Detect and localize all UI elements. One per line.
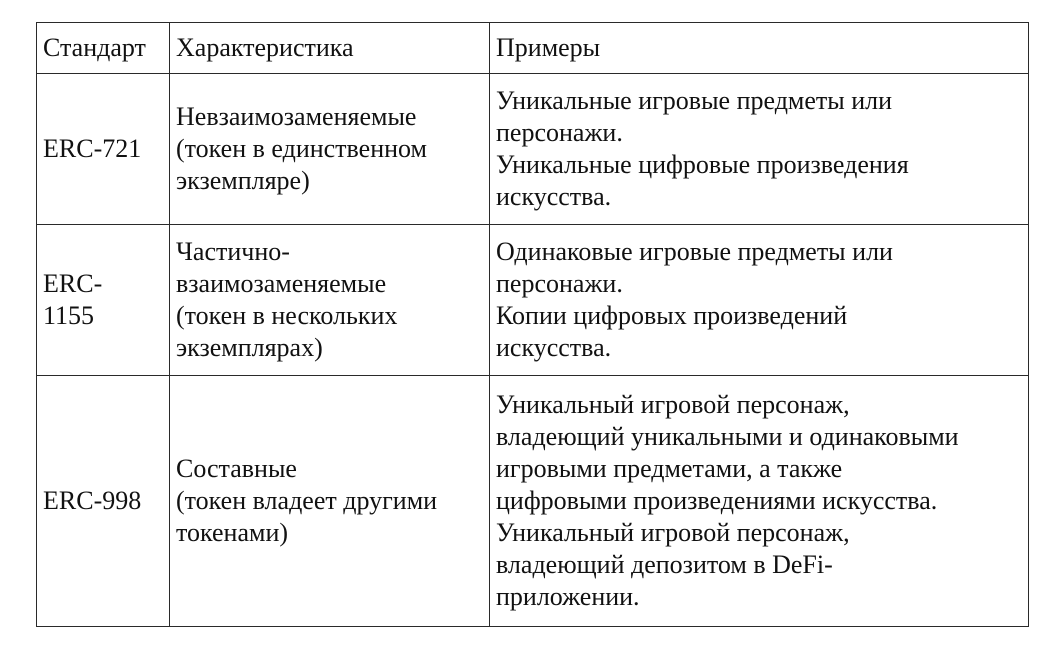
examples-text: Одинаковые игровые предметы или	[496, 237, 893, 266]
erc-standards-table	[36, 22, 1029, 627]
examples-cell	[490, 74, 1029, 225]
characteristic-text: экземпляре)	[176, 166, 310, 195]
table-row	[37, 225, 1029, 376]
characteristic-text: Частично-	[176, 237, 290, 266]
characteristic-text: токенами)	[176, 518, 289, 547]
standard-cell	[37, 225, 170, 376]
characteristic-text: (токен в нескольких	[176, 301, 398, 330]
header-row	[37, 23, 1029, 74]
characteristic-cell	[170, 376, 490, 627]
examples-text: персонажи.	[496, 118, 623, 147]
characteristic-text: (токен в единственном	[176, 134, 427, 163]
examples-text: Уникальные игровые предметы или	[496, 86, 893, 115]
examples-text: Уникальные цифровые произведения	[496, 150, 909, 179]
examples-text: владеющий депозитом в DeFi-	[496, 550, 833, 579]
standard-text: ERC-721	[43, 134, 142, 163]
examples-text: Уникальный игровой персонаж,	[496, 390, 850, 419]
header-standard: Стандарт	[37, 23, 170, 74]
examples-text: владеющий уникальными и одинаковыми	[496, 422, 959, 451]
characteristic-text: взаимозаменяемые	[176, 269, 387, 298]
examples-cell	[490, 376, 1029, 627]
table-row	[37, 74, 1029, 225]
standard-text: ERC-	[43, 269, 103, 298]
table-row	[37, 376, 1029, 627]
header-characteristic: Характеристика	[170, 23, 490, 74]
characteristic-text: (токен владеет другими	[176, 486, 438, 515]
examples-text: цифровыми произведениями искусства.	[496, 486, 938, 515]
examples-text: искусства.	[496, 333, 612, 362]
examples-text: Копии цифровых произведений	[496, 301, 848, 330]
header-examples: Примеры	[490, 23, 1029, 74]
examples-cell	[490, 225, 1029, 376]
characteristic-text: экземплярах)	[176, 333, 323, 362]
characteristic-text: Невзаимозаменяемые	[176, 102, 417, 131]
examples-text: Уникальный игровой персонаж,	[496, 518, 850, 547]
examples-text: персонажи.	[496, 269, 623, 298]
examples-text: игровыми предметами, а также	[496, 454, 843, 483]
examples-text: искусства.	[496, 182, 612, 211]
standard-cell	[37, 74, 170, 225]
examples-text: приложении.	[496, 582, 640, 611]
standard-text: 1155	[43, 301, 95, 330]
characteristic-cell	[170, 225, 490, 376]
standard-text: ERC-998	[43, 486, 142, 515]
characteristic-text: Составные	[176, 454, 297, 483]
standard-cell	[37, 376, 170, 627]
characteristic-cell	[170, 74, 490, 225]
